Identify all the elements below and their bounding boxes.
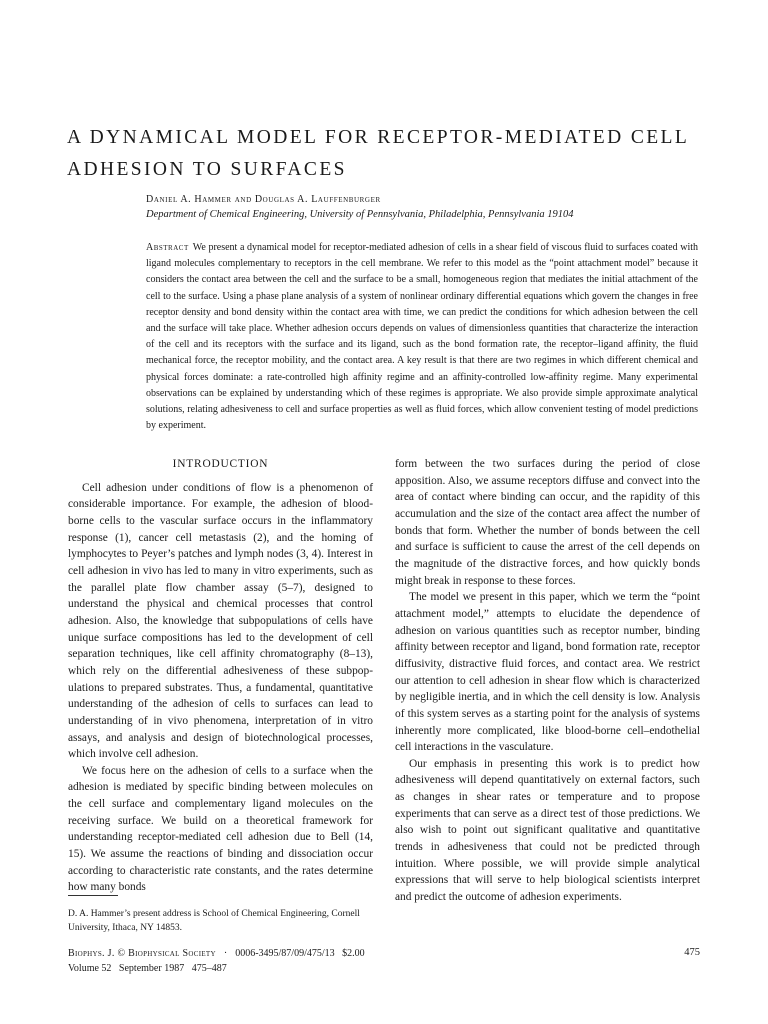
paragraph: Cell adhesion under conditions of flow is a phenomenon of considerable importance. For example, the adhesion of blood-borne cells to the vascular surface occurs in the inflammatory response (1), cancer cell metastasis (2), and the homing of lymphocytes to Peyer’s patches and lymph nodes (3, 4). Interest in cell adhesion in vivo has led to many in vitro experiments, such as the parallel plate flow chamber assay (5–7), designed to understand the physical and chemical processes that control adhesion. Also, the knowledge that subpopulations of cells have unique surface compositions has led to the development of cell separation techniques, like cell affinity chromatography (8–13), which rely on the differential adhesiveness of these subpopulations to prepared substrates. Thus, a fundamental, quantitative understanding of the adhesion of cells to surfaces can lead to understanding of in vivo phenomena, interpretation of in vitro assays, and analysis and design of biotechnological processes, which involve cell adhesion.: [68, 481, 373, 761]
affiliation: Department of Chemical Engineering, University of Pennsylvania, Philadelphia, Pennsylvania 19104: [146, 209, 574, 220]
right-column: [395, 456, 700, 906]
page-number: 475: [684, 947, 700, 958]
paragraph: We focus here on the adhesion of cells to a surface when the adhesion is mediated by specific binding between molecules on the cell surface and complementary ligand molecules on the receiving surface. We build on a theoretical framework for understanding receptor-mediated cell adhesion due to Bell (14, 15). We assume the reactions of binding and dissociation occur according to characteristic rate constants, and the rates determine how many bonds: [68, 764, 373, 894]
abstract: [146, 240, 698, 434]
paragraph: Our emphasis in presenting this work is to predict how adhesiveness will depend quantitatively on external factors, such as changes in shear rates or temperature and to propose experiments that can serve as a direct test of those predictions. We also wish to point out significant qualitative and quantitative trends in adhesiveness that could not be predicted through intuition. Where possible, we will provide simple analytical expressions that will serve to help biological scientists interpret and predict the outcome of adhesion experiments.: [395, 757, 700, 904]
footer-line-1: [68, 947, 365, 962]
section-heading-introduction: INTRODUCTION: [172, 458, 269, 470]
footnote: D. A. Hammer’s present address is School of Chemical Engineering, Cornell University, Ithaca, NY 14853.: [68, 909, 360, 933]
abstract-label: Abstract: [146, 242, 189, 253]
issn-price: 0006-3495/87/09/475/13 $2.00: [235, 948, 365, 959]
article-title: [67, 122, 717, 186]
paragraph: The model we present in this paper, which we term the “point attachment model,” attempts to elucidate the dependence of adhesion on various quantities such as receptor number, binding affinity between receptor and ligand, bond formation rate, receptor diffusivity, distractive fluid forces, and contact area. We restrict our attention to cell adhesion in shear flow which is characterized by negligible inertia, and in which the cell density is low. Analysis of this system serves as a starting point for the analysis of systems inherently more complicated, like blood-borne cell–endothelial cell interactions in the vasculature.: [395, 591, 700, 754]
footer-citation: [68, 947, 365, 976]
journal-name: Biophys. J. © Biophysical Society: [68, 948, 216, 959]
footnote-rule: [68, 895, 118, 896]
paragraph-continued: form between the two surfaces during the period of close apposition. Also, we assume receptors diffuse and convect into the area of contact where binding can occur, and the rapidity of this accumulation and the size of the contact area affect the number of bonds that form. Whether the number of bonds between the cell and surface is sufficient to cause the arrest of the cell depends on the magnitude of the distractive forces, and how quickly bonds might break in response to these forces.: [395, 458, 700, 587]
authors: Daniel A. Hammer and Douglas A. Lauffenburger: [146, 194, 381, 205]
title-line-1: A DYNAMICAL MODEL FOR RECEPTOR-MEDIATED CELL: [67, 127, 690, 148]
title-line-2: ADHESION TO SURFACES: [67, 159, 347, 180]
volume-info: Volume 52 September 1987 475–487: [68, 962, 227, 974]
abstract-text: We present a dynamical model for receptor-mediated adhesion of cells in a shear field of viscous fluid to surfaces coated with ligand molecules complementary to receptors in the cell membrane. We refer to this model as the “point attachment model” because it considers the contact area between the cell and the surface to be a small, homogeneous region that mediates the initial attachment of the cell to the surface. Using a phase plane analysis of a system of nonlinear ordinary differential equations which govern the changes in free receptor density and bond density within the contact area with time, we can predict the conditions for which adhesion between the cell and the surface will take place. Whether adhesion occurs depends on values of dimensionless quantities that characterize the interaction of the cell and its receptors with the surface and its ligand, such as the bond formation rate, the receptor–ligand affinity, the fluid mechanical force, the receptor mobility, and the contact area. A key result is that there are two regimes in which different chemical and physical forces dominate: a rate-controlled high affinity regime and an affinity-controlled low-affinity regime. Many experimental observations can be explained by understanding which of these regimes is appropriate. We also provide simple approximate analytical solutions, relating adhesiveness to cell and surface properties as well as fluid forces, which allow convenient testing of model predictions by experiment.: [146, 242, 698, 432]
footer-separator: ·: [223, 948, 228, 959]
left-column: [68, 456, 373, 896]
